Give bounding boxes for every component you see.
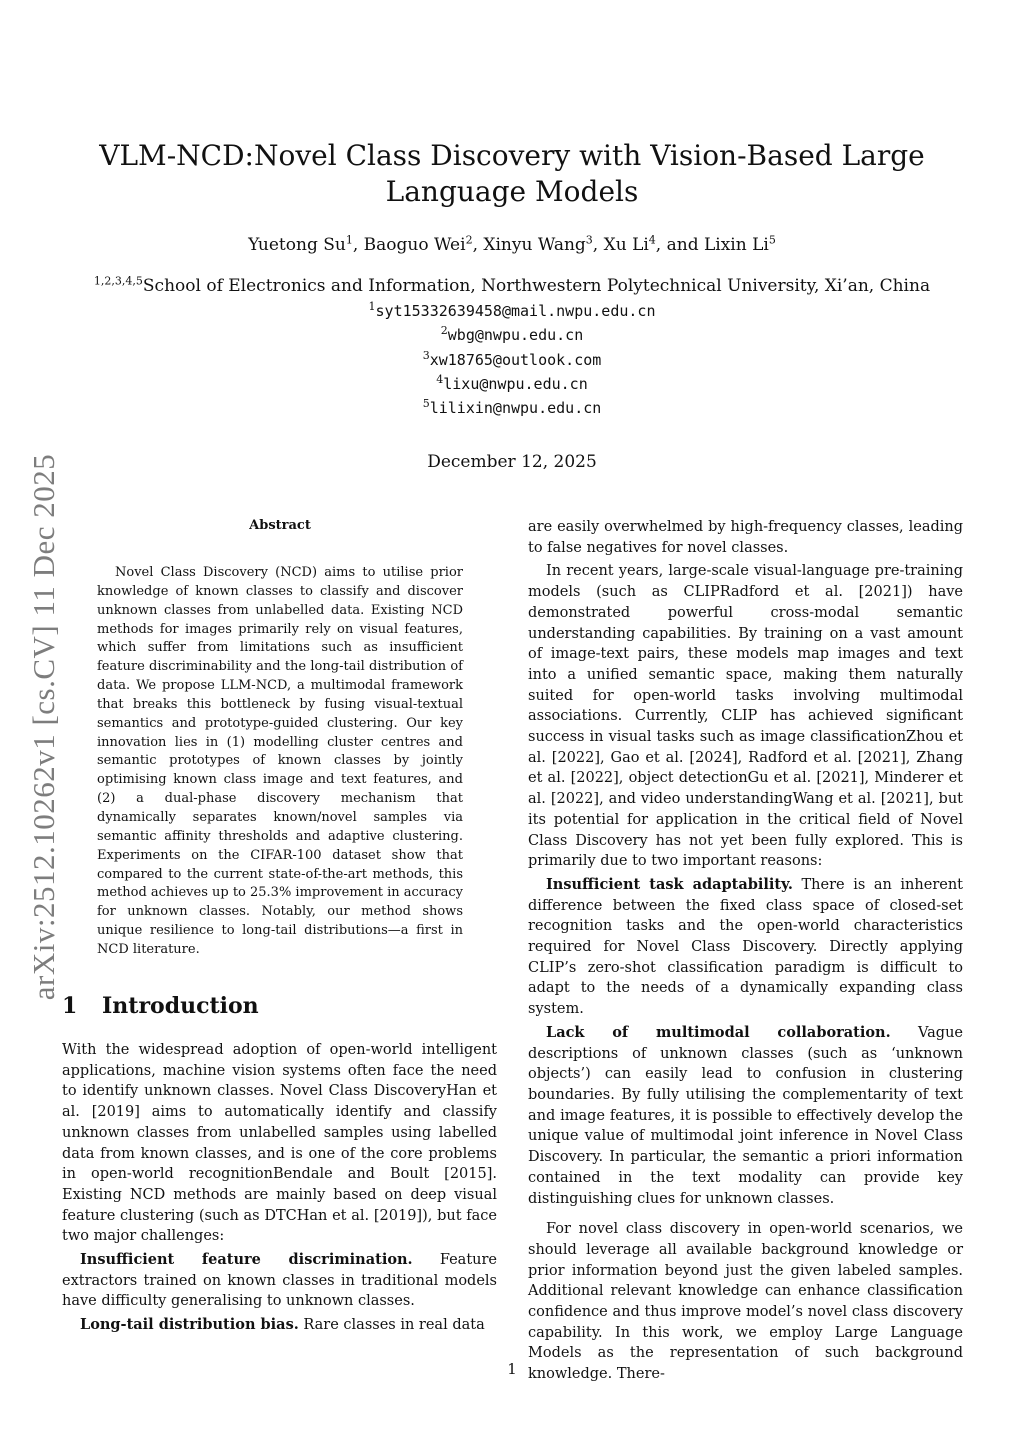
- reason-paragraph: [528, 875, 963, 1020]
- section-number: 1: [62, 993, 78, 1019]
- email-address[interactable]: wbg@nwpu.edu.cn: [447, 326, 584, 345]
- challenge-paragraph: [62, 1315, 497, 1336]
- paragraph-body: Vague descriptions of unknown classes (such as ‘unknown objects’) can easily lead to confusion in clustering boundaries. By fully utilising the complementarity of text and image features, it is possible to effectively develop the unique value of multimodal joint inference in Novel Class Discovery. In particular, the semantic a priori information contained in the text modality can provide key distinguishing clues for unknown classes.: [528, 1024, 963, 1207]
- affiliation: [60, 274, 964, 298]
- email-line: [80, 372, 944, 396]
- email-line: [80, 299, 944, 323]
- paper-title: VLM-NCD:Novel Class Discovery with Vision-Based Large Language Models: [99, 139, 925, 208]
- author-sup: 3: [585, 233, 593, 247]
- section-heading: [62, 993, 259, 1019]
- continued-paragraph: are easily overwhelmed by high-frequency classes, leading to false negatives for novel classes.: [528, 519, 963, 556]
- email-sup: 2: [440, 324, 448, 338]
- publication-date: December 12, 2025: [427, 452, 597, 472]
- email-line: [80, 396, 944, 420]
- body-paragraph: In recent years, large-scale visual-language pre-training models (such as CLIPRadford et al. [2021]) have demonstrated powerful cross-modal semantic understanding capabilities. By training on a vast amount of image-text pairs, these models map images and text into a unified semantic space, making them naturally suited for open-world tasks involving multimodal associations. Currently, CLIP has achieved significant success in visual tasks such as image classificationZhou et al. [2022], Gao et al. [2024], Radford et al. [2021], Zhang et al. [2022], object detectionGu et al. [2021], Minderer et al. [2022], and video understandingWang et al. [2021], but its potential for application in the critical field of Novel Class Discovery has not yet been fully explored. This is primarily due to two important reasons:: [528, 563, 963, 870]
- email-sup: 3: [422, 348, 430, 362]
- email-line: [80, 323, 944, 347]
- author-name: Xinyu Wang: [483, 235, 586, 255]
- reason-paragraph: [528, 1023, 963, 1209]
- author-name: Baoguo Wei: [363, 235, 466, 255]
- email-sup: 5: [422, 397, 430, 411]
- author-list: Yuetong Su$^1$, Baoguo Wei$^2$, Xinyu Wang$^3$, Xu Li$^4$, and Lixin Li$^5$: [248, 233, 776, 255]
- abstract-text: Novel Class Discovery (NCD) aims to utilise prior knowledge of known classes to classify and discover unknown classes from unlabelled data. Existing NCD methods for images primarily rely on visual features, which suffer from limitations such as insufficient feature discriminability and the long-tail distribution of data. We propose LLM-NCD, a multimodal framework that breaks this bottleneck by fusing visual-textual semantics and prototype-guided clustering. Our key innovation lies in (1) modelling cluster centres and semantic prototypes of known classes by jointly optimising known class image and text features, and (2) a dual-phase discovery mechanism that dynamically separates known/novel samples via semantic affinity thresholds and adaptive clustering. Experiments on the CIFAR-100 dataset show that compared to the current state-of-the-art methods, this method achieves up to 25.3% improvement in accuracy for unknown classes. Notably, our method shows unique resilience to long-tail distributions—a first in NCD literature.: [97, 565, 464, 957]
- author-sup: 2: [465, 233, 473, 247]
- paragraph-run-in-heading: Insufficient task adaptability.: [546, 875, 793, 893]
- author-sup: 1: [345, 233, 353, 247]
- page-number: 1: [507, 1360, 517, 1378]
- intro-paragraph: With the widespread adoption of open-world intelligent applications, machine vision systems often face the need to identify unknown classes. Novel Class DiscoveryHan et al. [2019] aims to automatically identify and classify unknown classes from unlabelled samples using labelled data from known classes, and is one of the core problems in open-world recognitionBendale and Boult [2015]. Existing NCD methods are mainly based on deep visual feature clustering (such as DTCHan et al. [2019]), but face two major challenges:: [62, 1042, 497, 1245]
- right-column: [528, 517, 963, 1385]
- challenge-paragraph: [62, 1250, 497, 1312]
- author-name: Yuetong Su: [248, 235, 346, 255]
- email-line: [80, 348, 944, 372]
- author-sup: 4: [648, 233, 656, 247]
- paragraph-run-in-heading: Insufficient feature discrimination.: [80, 1251, 413, 1269]
- email-list: [80, 299, 944, 420]
- affiliation-text: School of Electronics and Information, Northwestern Polytechnical University, Xi’an, China: [142, 276, 931, 296]
- paragraph-body: There is an inherent difference between the fixed class space of closed-set recognition tasks and the open-world characteristics required for Novel Class Discovery. Directly applying CLIP’s zero-shot classification paradigm is difficult to adapt to the needs of a dynamically expanding class system.: [528, 876, 963, 1018]
- email-address[interactable]: lilixin@nwpu.edu.cn: [429, 399, 602, 418]
- email-address[interactable]: syt15332639458@mail.nwpu.edu.cn: [375, 302, 656, 320]
- abstract-heading: Abstract: [249, 518, 311, 533]
- email-sup: 4: [436, 372, 444, 386]
- email-address[interactable]: xw18765@outlook.com: [429, 350, 602, 369]
- section-title: Introduction: [102, 993, 259, 1019]
- author-sup: 5: [768, 233, 776, 247]
- paragraph-run-in-heading: Long-tail distribution bias.: [80, 1316, 299, 1334]
- email-address[interactable]: lixu@nwpu.edu.cn: [443, 374, 588, 393]
- paragraph-body: Rare classes in real data: [303, 1317, 485, 1334]
- email-sup: 1: [368, 300, 376, 313]
- paragraph-run-in-heading: Lack of multimodal collaboration.: [546, 1023, 891, 1041]
- affiliation-sup: 1,2,3,4,5: [93, 274, 143, 288]
- author-name: Xu Li: [603, 235, 649, 255]
- arxiv-side-stamp: arXiv:2512.10262v1 [cs.CV] 11 Dec 2025: [26, 453, 61, 1001]
- body-paragraph: For novel class discovery in open-world scenarios, we should leverage all available background knowledge or prior information beyond just the given labeled samples. Additional relevant knowledge can enhance classification confidence and thus improve model’s novel class discovery capability. In this work, we employ Large Language Models as the representation of such background knowledge. There-: [528, 1221, 963, 1383]
- author-name: Lixin Li: [703, 235, 769, 255]
- paragraph-body: Feature extractors trained on known classes in traditional models have difficulty generalising to unknown classes.: [62, 1252, 497, 1310]
- left-column: [62, 1040, 497, 1336]
